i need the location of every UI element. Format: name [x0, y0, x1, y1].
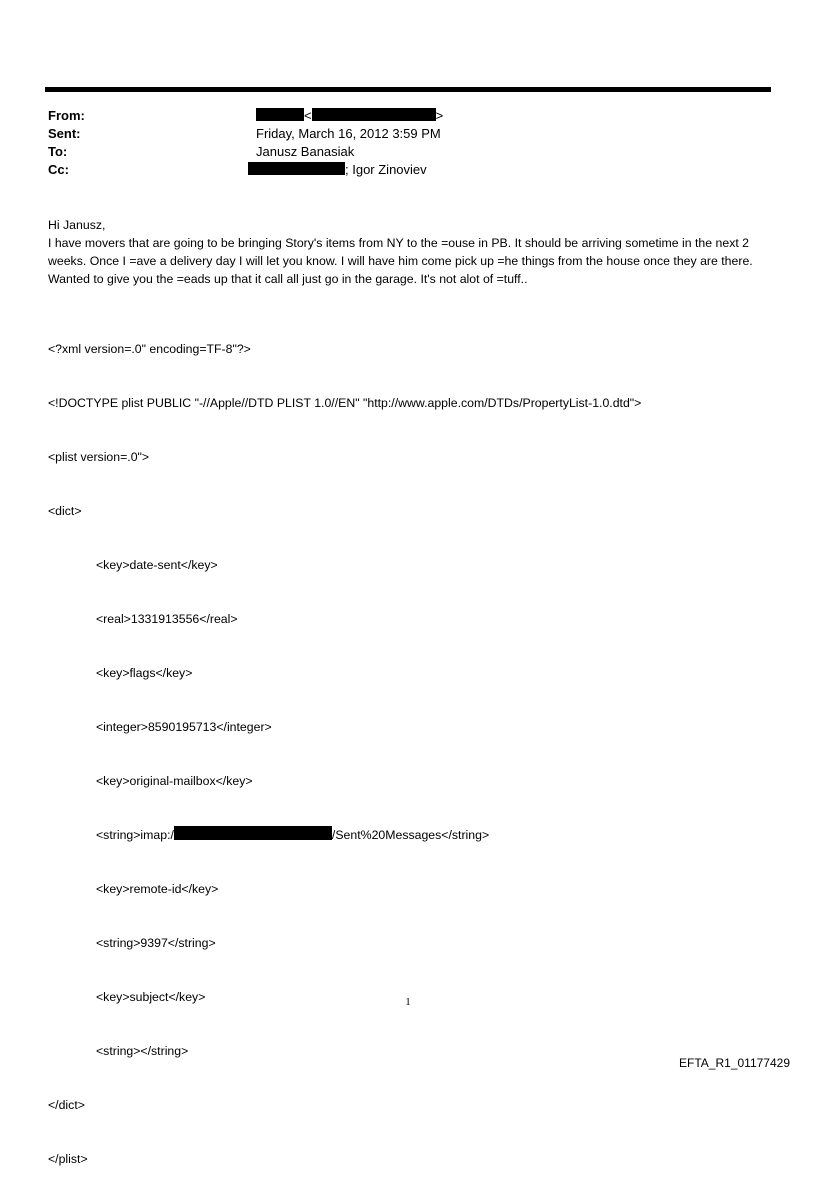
redaction-block	[248, 162, 345, 175]
from-value	[256, 108, 443, 124]
plist-line: <key>remote-id</key>	[96, 882, 219, 896]
greeting: Hi Janusz,	[48, 218, 106, 232]
plist-line: <key>original-mailbox</key>	[96, 774, 253, 788]
plist-line: <?xml version=.0" encoding=TF-8"?>	[48, 342, 251, 356]
plist-line: <!DOCTYPE plist PUBLIC "-//Apple//DTD PLIST 1.0//EN" "http://www.apple.com/DTDs/PropertyList-1.0.dtd">	[48, 396, 642, 410]
plist-line: <key>subject</key>	[96, 990, 206, 1004]
redaction-block	[256, 108, 304, 121]
document-id: EFTA_R1_01177429	[679, 1056, 790, 1070]
sent-label: Sent:	[48, 126, 81, 141]
body-paragraph: I have movers that are going to be bringing Story's items from NY to the =ouse in PB. It should be arriving sometime in the next 2 weeks. Once I =ave a delivery day I will let you know. I will have him come pick up =he things from the house once they are there. Wanted to give you the =eads up that it call all just go in the garage. It's not alot of =tuff..	[48, 236, 753, 286]
plist-line: <string></string>	[96, 1044, 189, 1058]
cc-value	[248, 162, 427, 178]
page-number: 1	[405, 996, 411, 1008]
from-email-open: <	[304, 108, 312, 123]
redaction-block	[174, 826, 332, 840]
plist-block	[48, 304, 641, 1186]
from-label: From:	[48, 108, 85, 123]
cc-label: Cc:	[48, 162, 69, 177]
cc-names: ; Igor Zinoviev	[345, 162, 427, 177]
plist-line: <real>1331913556</real>	[96, 612, 238, 626]
plist-line: </plist>	[48, 1152, 88, 1166]
to-value: Janusz Banasiak	[256, 144, 355, 159]
plist-line: <string>9397</string>	[96, 936, 216, 950]
header-rule	[45, 87, 771, 92]
plist-string-end: /Sent%20Messages</string>	[331, 828, 490, 842]
to-label: To:	[48, 144, 68, 159]
plist-line: <key>flags</key>	[96, 666, 193, 680]
plist-line: <dict>	[48, 504, 82, 518]
plist-string-start: <string>imap:/	[96, 828, 174, 842]
plist-line-redacted	[48, 826, 641, 844]
from-email-close: >	[435, 108, 444, 123]
plist-line: </dict>	[48, 1098, 85, 1112]
plist-line: <plist version=.0">	[48, 450, 150, 464]
sent-value: Friday, March 16, 2012 3:59 PM	[256, 126, 441, 141]
plist-line: <key>date-sent</key>	[96, 558, 218, 572]
redaction-block	[312, 108, 436, 121]
plist-line: <integer>8590195713</integer>	[96, 720, 272, 734]
email-body	[48, 216, 770, 288]
